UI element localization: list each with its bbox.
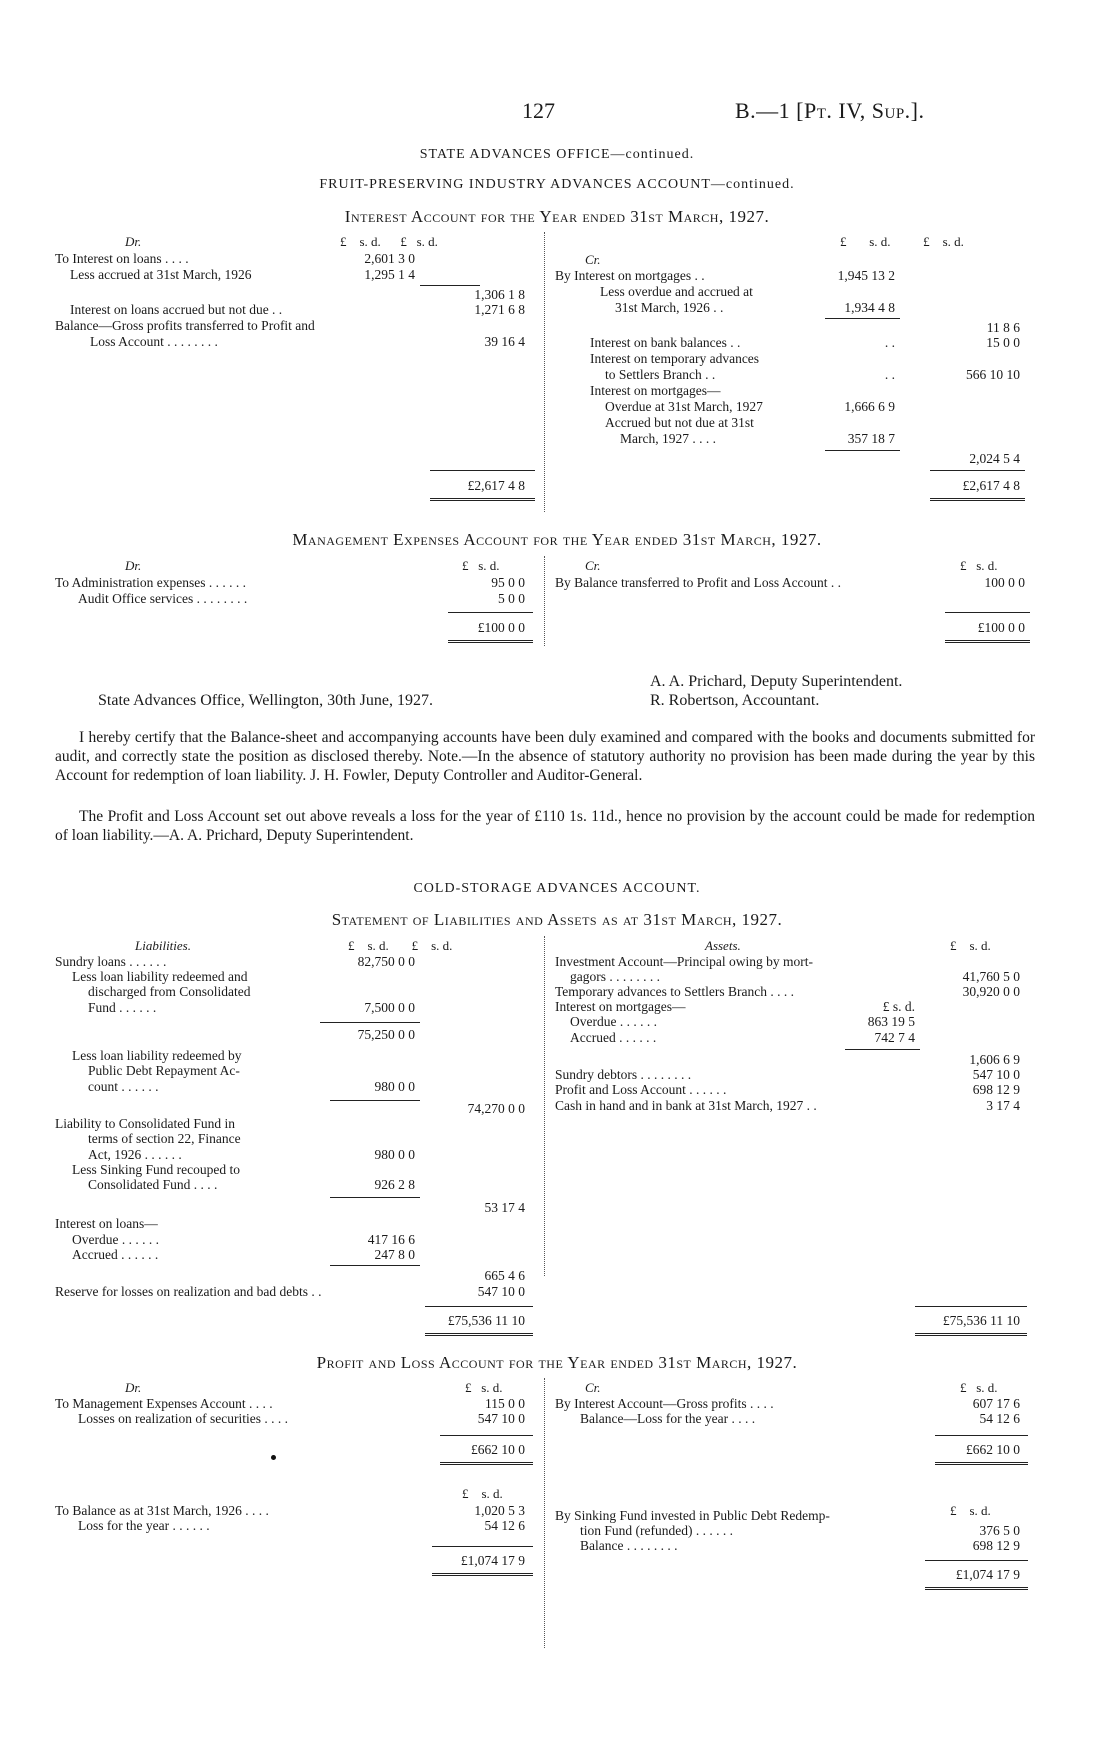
total-double-rule	[425, 1333, 533, 1336]
ledger-amount: 11 8 6	[986, 320, 1020, 335]
ledger-amount: 75,250 0 0	[357, 1027, 415, 1042]
ledger-amount: 15 0 0	[986, 335, 1020, 350]
ledger-line: count . . . . . .	[88, 1079, 159, 1094]
total-double-rule	[930, 498, 1025, 501]
ledger-amount: 698 12 9	[972, 1538, 1020, 1553]
ledger-line: Overdue . . . . . .	[72, 1232, 159, 1247]
ledger-line: Cash in hand and in bank at 31st March, 1927 . .	[555, 1098, 817, 1113]
ledger-line: Balance—Loss for the year . . . .	[580, 1411, 756, 1426]
statement-title: Statement of Liabilities and Assets as at 31st March, 1927.	[331, 910, 783, 929]
ledger-line: Investment Account—Principal owing by mort-	[555, 954, 813, 969]
ledger-total: £1,074 17 9	[955, 1567, 1020, 1582]
ledger-line: By Interest on mortgages . .	[555, 268, 705, 283]
ledger-line: March, 1927 . . . .	[620, 431, 716, 446]
ledger-line: Accrued but not due at 31st	[605, 415, 754, 430]
cr-label: Cr.	[585, 252, 601, 267]
interest-dr-currency-head: £ s. d. £ s. d.	[340, 234, 438, 249]
ledger-amount: 247 8 0	[374, 1247, 415, 1262]
total-double-rule	[945, 640, 1030, 643]
total-rule	[430, 470, 535, 471]
total-rule	[930, 470, 1025, 471]
liabilities-label: Liabilities.	[135, 938, 191, 953]
subtotal-rule	[330, 1197, 420, 1198]
ledger-amount: 1,666 6 9	[844, 399, 895, 414]
dr-label: Dr.	[125, 558, 142, 573]
ledger-line: Loss for the year . . . . . .	[78, 1518, 210, 1533]
ledger-line: to Settlers Branch . .	[605, 367, 716, 382]
ledger-amount: 926 2 8	[374, 1177, 415, 1192]
total-double-rule	[448, 640, 533, 643]
ledger-amount: 7,500 0 0	[364, 1000, 415, 1015]
management-account-title: Management Expenses Account for the Year ended 31st March, 1927.	[292, 530, 822, 549]
signature-superintendent: A. A. Prichard, Deputy Superintendent.	[650, 673, 903, 690]
ledger-amount: 2,024 5 4	[969, 451, 1020, 466]
ledger-total: £100 0 0	[977, 620, 1025, 635]
ledger-line: By Balance transferred to Profit and Loss Account . .	[555, 575, 842, 590]
subtotal-rule	[320, 1022, 420, 1023]
ledger-line: Reserve for losses on realization and bad debts . .	[55, 1284, 322, 1299]
ledger-amount: 742 7 4	[874, 1030, 915, 1045]
ledger-amount: 980 0 0	[374, 1147, 415, 1162]
ledger-line: To Administration expenses . . . . . .	[55, 575, 247, 590]
fruit-account-title: FRUIT-PRESERVING INDUSTRY ADVANCES ACCOUNT—continued.	[319, 177, 795, 192]
total-rule	[432, 1546, 533, 1547]
ledger-line: terms of section 22, Finance	[88, 1131, 241, 1146]
currency-head: £ s. d.	[960, 1380, 998, 1395]
ledger-line: Public Debt Repayment Ac-	[88, 1063, 240, 1078]
ledger-line: Accrued . . . . . .	[72, 1247, 159, 1262]
ledger-amount: 547 10 0	[972, 1067, 1020, 1082]
page-number: 127	[522, 98, 555, 123]
ledger-line: Consolidated Fund . . . .	[88, 1177, 218, 1192]
ledger-amount: 547 10 0	[477, 1284, 525, 1299]
ledger-amount: 41,760 5 0	[962, 969, 1020, 984]
ledger-amount: 2,601 3 0	[364, 251, 415, 266]
cr-label: Cr.	[585, 1380, 601, 1395]
ledger-amount: 547 10 0	[477, 1411, 525, 1426]
ledger-total: £662 10 0	[471, 1442, 525, 1457]
total-double-rule	[440, 1462, 533, 1465]
ledger-line: Interest on bank balances . .	[590, 335, 741, 350]
ledger-line: Balance—Gross profits transferred to Profit and	[55, 318, 315, 333]
ledger-line: By Interest Account—Gross profits . . . .	[555, 1396, 774, 1411]
ledger-amount: 1,295 1 4	[364, 267, 415, 282]
ledger-amount: 1,271 6 8	[474, 302, 525, 317]
ledger-amount: 607 17 6	[972, 1396, 1020, 1411]
currency-head: £ s. d.	[950, 1503, 991, 1518]
total-rule	[925, 1560, 1028, 1561]
ledger-amount: 115 0 0	[485, 1396, 525, 1411]
ledger-line: Overdue . . . . . .	[570, 1014, 657, 1029]
ledger-line: To Management Expenses Account . . . .	[55, 1396, 273, 1411]
ledger-total: £662 10 0	[966, 1442, 1020, 1457]
subtotal-rule	[845, 1049, 920, 1050]
total-double-rule	[935, 1462, 1028, 1465]
ledger-line: discharged from Consolidated	[88, 984, 251, 999]
ledger-amount: 417 16 6	[367, 1232, 415, 1247]
page-reference: B.—1 [Pt. IV, Sup.].	[735, 98, 925, 123]
total-rule	[425, 1306, 533, 1307]
currency-head: £ s. d.	[960, 558, 998, 573]
ledger-amount: 980 0 0	[374, 1079, 415, 1094]
ledger-line: To Interest on loans . . . .	[55, 251, 189, 266]
office-title: STATE ADVANCES OFFICE—continued.	[419, 147, 695, 162]
ledger-line: Audit Office services . . . . . . . .	[78, 591, 248, 606]
ledger-line: Profit and Loss Account . . . . . .	[555, 1082, 727, 1097]
ledger-amount: 376 5 0	[979, 1523, 1020, 1538]
cold-storage-title: COLD-STORAGE ADVANCES ACCOUNT.	[413, 881, 701, 896]
currency-head: £ s. d.	[462, 1486, 503, 1501]
loss-note: The Profit and Loss Account set out above reveals a loss for the year of £110 1s. 11d., hence no provision by the account could be made for redemption of loan liability.—A. A. Prichard, Deputy Superintendent.	[55, 808, 1035, 844]
ledger-line: Balance . . . . . . . .	[580, 1538, 678, 1553]
ledger-amount: 1,606 6 9	[969, 1052, 1020, 1067]
ledger-amount: 566 10 10	[966, 367, 1020, 382]
ledger-amount: 665 4 6	[484, 1268, 525, 1283]
ledger-line: Losses on realization of securities . . . .	[78, 1411, 288, 1426]
ledger-amount: 863 19 5	[867, 1014, 915, 1029]
ledger-amount: 54 12 6	[484, 1518, 525, 1533]
dot-mark	[271, 1455, 276, 1460]
total-double-rule	[430, 498, 535, 501]
ledger-amount: 698 12 9	[972, 1082, 1020, 1097]
ledger-amount: 95 0 0	[491, 575, 525, 590]
subtotal-rule	[420, 285, 480, 286]
column-divider	[544, 232, 545, 512]
ledger-line: 31st March, 1926 . .	[615, 300, 724, 315]
total-rule	[448, 612, 533, 613]
subtotal-rule	[330, 1100, 420, 1101]
ledger-amount: . .	[884, 335, 895, 350]
ledger-line: Interest on mortgages—	[555, 999, 686, 1014]
total-rule	[935, 1435, 1028, 1436]
signature-place-date: State Advances Office, Wellington, 30th June, 1927.	[98, 692, 433, 709]
subtotal-rule	[825, 450, 900, 451]
ledger-line: gagors . . . . . . . .	[570, 969, 660, 984]
total-double-rule	[915, 1333, 1027, 1336]
currency-head: £ s. d.	[462, 558, 500, 573]
ledger-total: £2,617 4 8	[962, 478, 1020, 493]
ledger-amount: 54 12 6	[979, 1411, 1020, 1426]
ledger-amount: 1,306 1 8	[474, 287, 525, 302]
dr-label: Dr.	[125, 1380, 142, 1395]
ledger-amount: 5 0 0	[498, 591, 525, 606]
ledger-line: Less loan liability redeemed and	[72, 969, 248, 984]
column-divider	[544, 936, 545, 1276]
ledger-amount: 1,945 13 2	[837, 268, 895, 283]
total-double-rule	[925, 1587, 1028, 1590]
ledger-line: Temporary advances to Settlers Branch . . . .	[555, 984, 794, 999]
profit-loss-title: Profit and Loss Account for the Year ended 31st March, 1927.	[316, 1353, 798, 1372]
ledger-total: £2,617 4 8	[467, 478, 525, 493]
ledger-amount: . .	[884, 367, 895, 382]
dr-label: Dr.	[125, 234, 142, 249]
total-rule	[440, 1435, 533, 1436]
ledger-total: £100 0 0	[477, 620, 525, 635]
ledger-line: Accrued . . . . . .	[570, 1030, 657, 1045]
ledger-amount: 100 0 0	[984, 575, 1025, 590]
ledger-line: Less loan liability redeemed by	[72, 1048, 242, 1063]
ledger-line: Fund . . . . . .	[88, 1000, 157, 1015]
ledger-amount: 1,020 5 3	[474, 1503, 525, 1518]
ledger-amount: 82,750 0 0	[357, 954, 415, 969]
currency-head: £ s. d. £ s. d.	[348, 938, 453, 953]
ledger-line: Less Sinking Fund recouped to	[72, 1162, 240, 1177]
ledger-line: Interest on loans—	[55, 1216, 158, 1231]
interest-cr-currency-head: £ s. d. £ s. d.	[840, 234, 964, 249]
currency-head: £ s. d.	[950, 938, 991, 953]
subtotal-rule	[825, 318, 900, 319]
column-divider	[544, 1378, 545, 1648]
ledger-total: £75,536 11 10	[447, 1313, 525, 1328]
ledger-total: £1,074 17 9	[460, 1553, 525, 1568]
total-rule	[945, 612, 1030, 613]
subtotal-rule	[330, 1265, 420, 1266]
ledger-amount: 53 17 4	[484, 1200, 525, 1215]
total-double-rule	[432, 1573, 533, 1576]
signature-accountant: R. Robertson, Accountant.	[650, 692, 820, 709]
cr-label: Cr.	[585, 558, 601, 573]
ledger-line: Liability to Consolidated Fund in	[55, 1116, 235, 1131]
ledger-line: Sundry loans . . . . . .	[55, 954, 167, 969]
total-rule	[915, 1306, 1027, 1307]
ledger-line: Sundry debtors . . . . . . . .	[555, 1067, 692, 1082]
currency-head: £ s. d.	[882, 999, 915, 1014]
ledger-amount: 30,920 0 0	[962, 984, 1020, 999]
ledger-line: To Balance as at 31st March, 1926 . . . .	[55, 1503, 269, 1518]
ledger-line: Interest on mortgages—	[590, 383, 721, 398]
ledger-amount: 39 16 4	[484, 334, 525, 349]
ledger-line: By Sinking Fund invested in Public Debt Redemp-	[555, 1508, 830, 1523]
audit-certification: I hereby certify that the Balance-sheet and accompanying accounts have been duly examined and compared with the books and documents submitted for audit, and correctly state the position as disclosed thereby. Note.—In the absence of statutory authority no provision has been made during the year by this Account for redemption of loan liability. J. H. Fowler, Deputy Controller and Auditor-General.	[55, 729, 1035, 784]
column-divider	[544, 556, 545, 646]
ledger-line: Interest on temporary advances	[590, 351, 760, 366]
ledger-amount: 3 17 4	[986, 1098, 1020, 1113]
ledger-total: £75,536 11 10	[942, 1313, 1020, 1328]
ledger-line: Less accrued at 31st March, 1926	[70, 267, 252, 282]
ledger-amount: 1,934 4 8	[844, 300, 895, 315]
ledger-line: Act, 1926 . . . . . .	[88, 1147, 182, 1162]
ledger-line: Less overdue and accrued at	[600, 284, 753, 299]
ledger-amount: 357 18 7	[847, 431, 895, 446]
ledger-line: Interest on loans accrued but not due . .	[70, 302, 283, 317]
ledger-amount: 74,270 0 0	[467, 1101, 525, 1116]
assets-label: Assets.	[705, 938, 741, 953]
ledger-line: Loss Account . . . . . . . .	[90, 334, 218, 349]
ledger-line: tion Fund (refunded) . . . . . .	[580, 1523, 733, 1538]
ledger-line: Overdue at 31st March, 1927	[605, 399, 763, 414]
currency-head: £ s. d.	[465, 1380, 503, 1395]
interest-account-title: Interest Account for the Year ended 31st March, 1927.	[344, 207, 770, 226]
